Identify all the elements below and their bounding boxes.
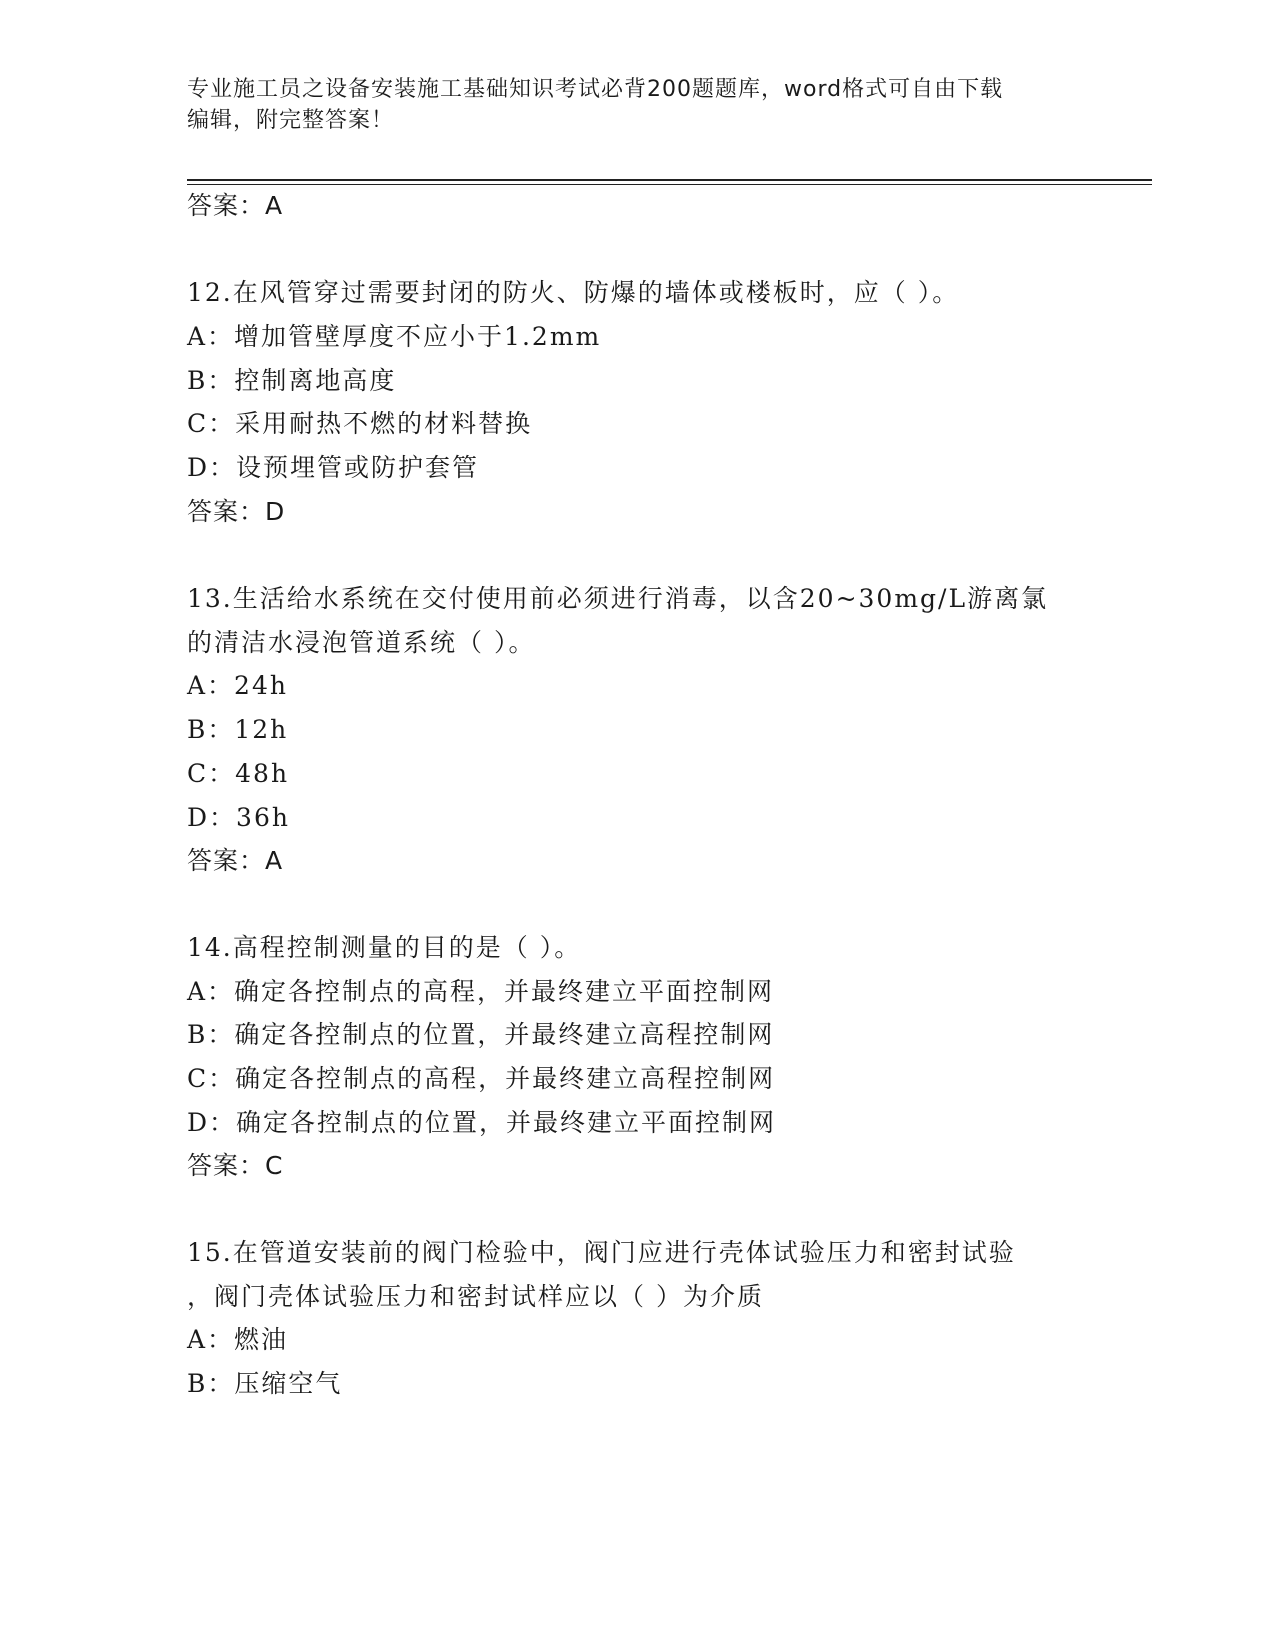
question-stem-line: 15.在管道安装前的阀门检验中，阀门应进行壳体试验压力和密封试验 xyxy=(187,1238,1016,1267)
option-line: B：确定各控制点的位置，并最终建立高程控制网 xyxy=(187,1020,775,1049)
option-line: C：采用耐热不燃的材料替换 xyxy=(187,409,533,438)
answer-line: 答案：A xyxy=(187,846,284,875)
question-stem-line: 14.高程控制测量的目的是（ ）。 xyxy=(187,933,582,962)
option-line: B：控制离地高度 xyxy=(187,366,397,395)
option-line: C：确定各控制点的高程，并最终建立高程控制网 xyxy=(187,1064,776,1093)
question-stem-line: ，阀门壳体试验压力和密封试样应以（ ）为介质 xyxy=(187,1282,764,1311)
option-line: A：24h xyxy=(187,671,288,700)
document-header xyxy=(187,74,1067,136)
header-rule-thin xyxy=(187,184,1152,185)
question-stem-line: 的清洁水浸泡管道系统（ ）。 xyxy=(187,628,536,657)
header-rule-thick xyxy=(187,179,1152,181)
header-line-2: 编辑，附完整答案！ xyxy=(187,108,395,133)
answer-line: 答案：D xyxy=(187,497,286,526)
option-line: D：确定各控制点的位置，并最终建立平面控制网 xyxy=(187,1108,777,1137)
header-line-1: 专业施工员之设备安装施工基础知识考试必背200题题库，word格式可自由下载 xyxy=(187,77,1004,102)
option-line: D：设预埋管或防护套管 xyxy=(187,453,480,482)
answer-line: 答案：A xyxy=(187,191,284,220)
option-line: B：压缩空气 xyxy=(187,1369,343,1398)
answer-line: 答案：C xyxy=(187,1151,284,1180)
option-line: D：36h xyxy=(187,803,290,832)
option-line: A：增加管壁厚度不应小于1.2mm xyxy=(187,322,602,351)
option-line: A：燃油 xyxy=(187,1325,289,1354)
question-stem-line: 12.在风管穿过需要封闭的防火、防爆的墙体或楼板时，应（ ）。 xyxy=(187,278,960,307)
option-line: B：12h xyxy=(187,715,289,744)
question-stem-line: 13.生活给水系统在交付使用前必须进行消毒，以含20~30mg/L游离氯 xyxy=(187,584,1049,613)
option-line: C：48h xyxy=(187,759,290,788)
option-line: A：确定各控制点的高程，并最终建立平面控制网 xyxy=(187,977,775,1006)
